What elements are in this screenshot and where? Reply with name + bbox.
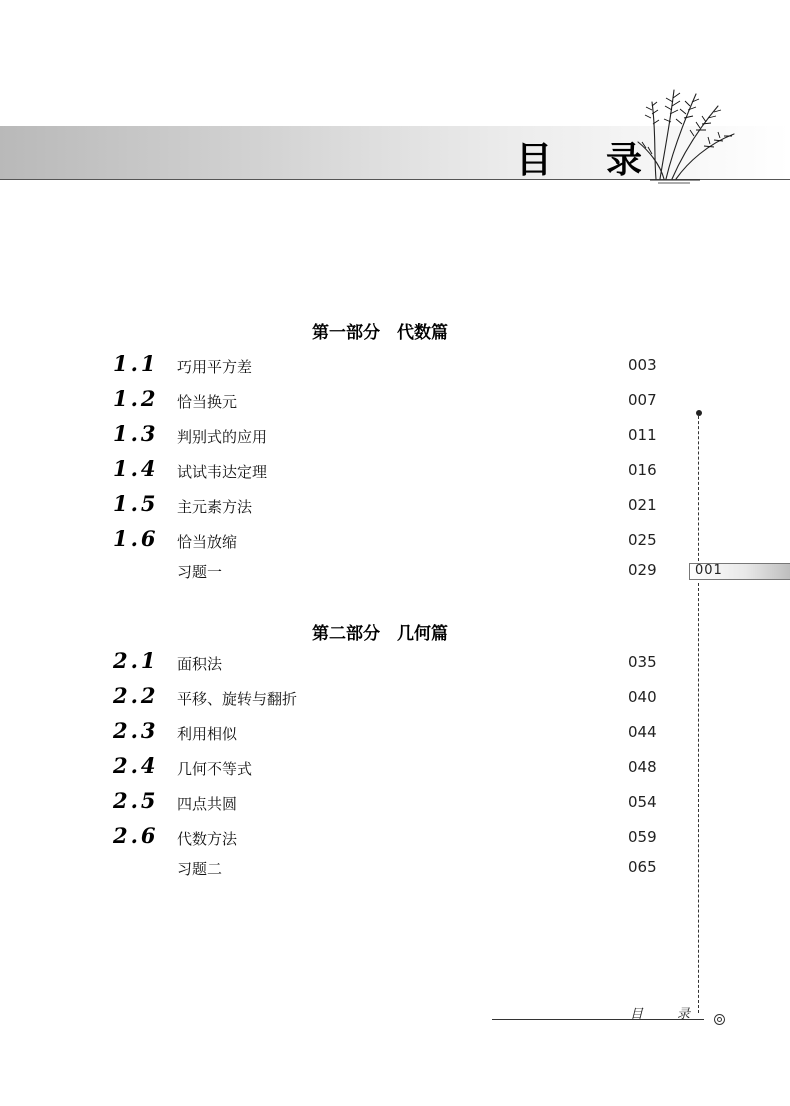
section-number: 1.4 xyxy=(113,456,159,481)
section-title: 习题一 xyxy=(177,563,223,581)
page-number: 016 xyxy=(628,461,657,479)
section-title: 恰当换元 xyxy=(177,393,238,411)
toc-entry[interactable] xyxy=(0,788,700,820)
section-title: 恰当放缩 xyxy=(177,533,238,551)
section-number: 2.6 xyxy=(113,823,159,848)
page-number: 035 xyxy=(628,653,657,671)
section-title: 代数方法 xyxy=(177,830,238,848)
toc-entry[interactable] xyxy=(0,491,700,523)
toc-entry[interactable] xyxy=(0,421,700,453)
section-number: 2.2 xyxy=(113,683,159,708)
section-number: 2.1 xyxy=(113,648,159,673)
page-number: 044 xyxy=(628,723,657,741)
page-number: 029 xyxy=(628,561,657,579)
page-number: 040 xyxy=(628,688,657,706)
section-number: 1.3 xyxy=(113,421,159,446)
footer-label-char-1: 目 xyxy=(630,1007,644,1022)
section-number: 2.4 xyxy=(113,753,159,778)
toc-entry[interactable] xyxy=(0,823,700,855)
section-title: 习题二 xyxy=(177,860,223,878)
part-1-title: 第一部分 代数篇 xyxy=(312,323,448,343)
guide-dashed-line xyxy=(698,416,699,561)
guide-dot xyxy=(696,410,702,416)
section-title: 巧用平方差 xyxy=(177,358,253,376)
footer-label-char-2: 录 xyxy=(677,1007,691,1022)
side-page-number: 001 xyxy=(695,563,723,578)
header-title-char-2: 录 xyxy=(606,139,643,181)
toc-entry[interactable] xyxy=(0,526,700,558)
page-number: 011 xyxy=(628,426,657,444)
section-number: 1.6 xyxy=(113,526,159,551)
footer-circle-icon xyxy=(714,1014,725,1025)
footer-rule xyxy=(492,1019,704,1020)
section-number: 1.1 xyxy=(113,351,159,376)
section-title: 主元素方法 xyxy=(177,498,253,516)
toc-entry[interactable] xyxy=(0,386,700,418)
toc-entry-exercises[interactable] xyxy=(0,562,700,588)
page-number: 054 xyxy=(628,793,657,811)
section-title: 几何不等式 xyxy=(177,760,253,778)
section-title: 平移、旋转与翻折 xyxy=(177,690,298,708)
toc-entry-exercises[interactable] xyxy=(0,859,700,885)
toc-entry[interactable] xyxy=(0,648,700,680)
toc-entry[interactable] xyxy=(0,351,700,383)
page-number: 048 xyxy=(628,758,657,776)
page-number: 007 xyxy=(628,391,657,409)
page-number: 065 xyxy=(628,858,657,876)
reed-illustration xyxy=(630,84,750,184)
section-title: 利用相似 xyxy=(177,725,238,743)
guide-dashed-line xyxy=(698,583,699,1013)
section-title: 面积法 xyxy=(177,655,223,673)
section-title: 判别式的应用 xyxy=(177,428,268,446)
page-number: 059 xyxy=(628,828,657,846)
part-2-title: 第二部分 几何篇 xyxy=(312,624,448,644)
toc-entry[interactable] xyxy=(0,753,700,785)
section-number: 2.3 xyxy=(113,718,159,743)
section-number: 2.5 xyxy=(113,788,159,813)
section-title: 试试韦达定理 xyxy=(177,463,268,481)
section-title: 四点共圆 xyxy=(177,795,238,813)
page-number: 025 xyxy=(628,531,657,549)
toc-entry[interactable] xyxy=(0,718,700,750)
page-number: 021 xyxy=(628,496,657,514)
page-number: 003 xyxy=(628,356,657,374)
side-page-tab xyxy=(689,563,790,580)
toc-entry[interactable] xyxy=(0,456,700,488)
section-number: 1.2 xyxy=(113,386,159,411)
toc-entry[interactable] xyxy=(0,683,700,715)
section-number: 1.5 xyxy=(113,491,159,516)
header-title-char-1: 目 xyxy=(516,139,553,181)
